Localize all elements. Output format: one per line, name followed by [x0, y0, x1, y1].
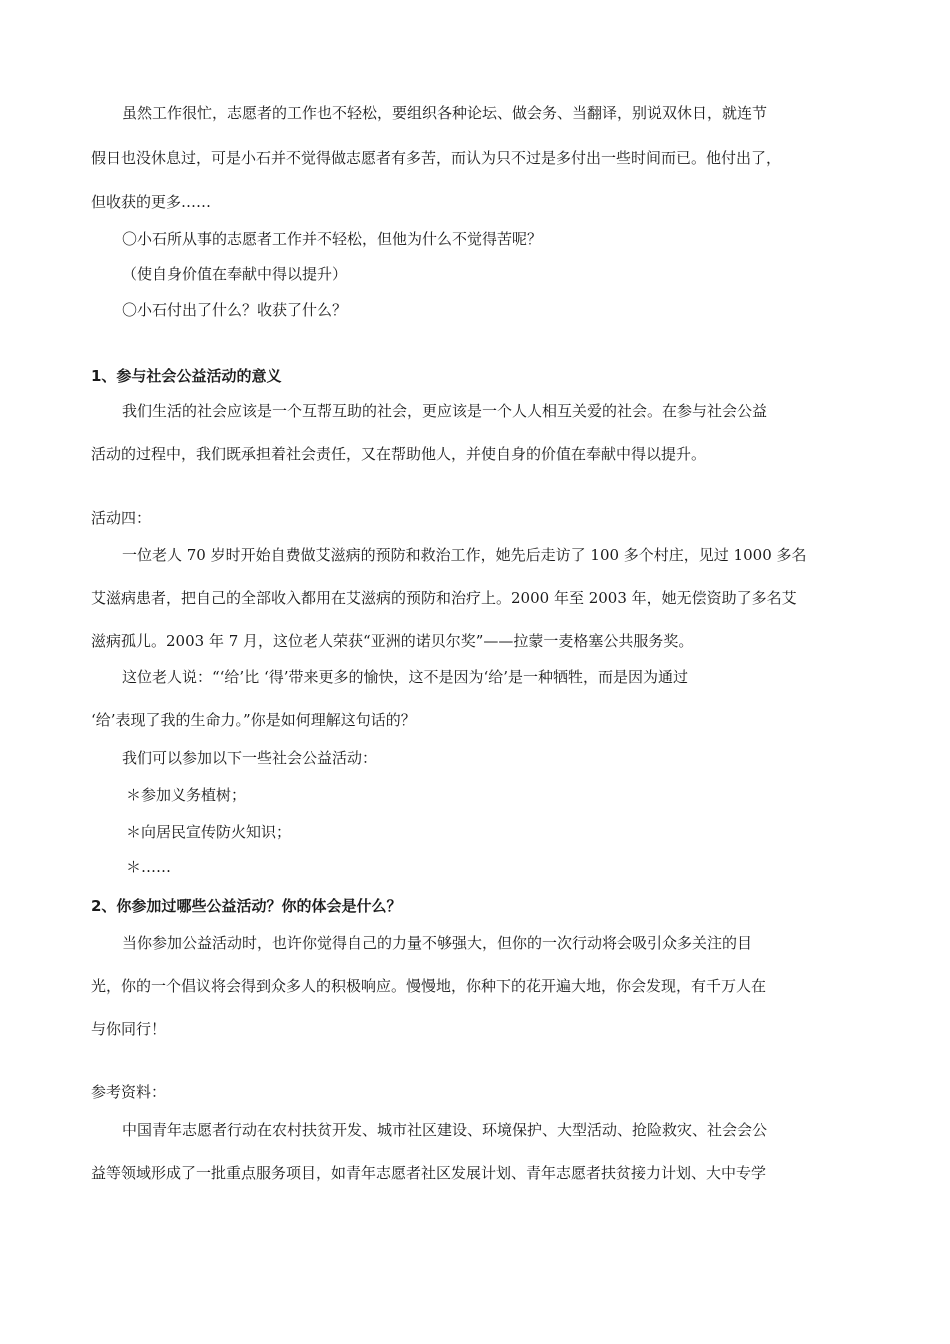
list-intro: 我们可以参加以下一些社会公益活动：: [122, 749, 378, 767]
reference-line-2: 益等领域形成了一批重点服务项目，如青年志愿者社区发展计划、青年志愿者扶贫接力计划、大中专学: [91, 1164, 767, 1182]
section1-heading: 1、参与社会公益活动的意义: [91, 367, 282, 385]
reference-line-1: 中国青年志愿者行动在农村扶贫开发、城市社区建设、环境保护、大型活动、抢险救灾、社会会公: [122, 1121, 768, 1139]
quote-line-1: 这位老人说：“‘给’比 ‘得’带来更多的愉快，这不是因为‘给’是一种牺牲，而是因为通过: [122, 668, 689, 686]
section2-line-3: 与你同行！: [91, 1020, 167, 1038]
activity4-line-1: 一位老人 70 岁时开始自费做艾滋病的预防和救治工作，她先后走访了 100 多个村庄，见过 1000 多名: [122, 546, 807, 564]
question-2: 〇小石付出了什么？收获了什么？: [122, 301, 348, 319]
activity4-label: 活动四：: [91, 509, 152, 527]
section2-line-2: 光，你的一个倡议将会得到众多人的积极响应。慢慢地，你种下的花开遍大地，你会发现，有千万人在: [91, 977, 767, 995]
quote-line-2: ‘给’表现了我的生命力。”你是如何理解这句话的？: [91, 711, 416, 729]
answer-1: （使自身价值在奉献中得以提升）: [122, 265, 348, 283]
section2-line-1: 当你参加公益活动时，也许你觉得自己的力量不够强大，但你的一次行动将会吸引众多关注的目: [122, 934, 753, 952]
list-item: ＊向居民宣传防火知识；: [126, 823, 292, 841]
reference-label: 参考资料：: [91, 1083, 167, 1101]
story-line-3: 但收获的更多……: [91, 193, 212, 211]
story-line-1: 虽然工作很忙，志愿者的工作也不轻松，要组织各种论坛、做会务、当翻译，别说双休日，就连节: [122, 104, 768, 122]
story-line-2: 假日也没休息过，可是小石并不觉得做志愿者有多苦，而认为只不过是多付出一些时间而已。他付出了，: [91, 149, 782, 167]
section1-line-1: 我们生活的社会应该是一个互帮互助的社会，更应该是一个人人相互关爱的社会。在参与社会公益: [122, 402, 768, 420]
list-item: ＊参加义务植树；: [126, 786, 247, 804]
question-1: 〇小石所从事的志愿者工作并不轻松，但他为什么不觉得苦呢？: [122, 230, 543, 248]
activity4-line-3: 滋病孤儿。2003 年 7 月，这位老人荣获“亚洲的诺贝尔奖”——拉蒙一麦格塞公共服务奖。: [91, 632, 694, 650]
section1-line-2: 活动的过程中，我们既承担着社会责任，又在帮助他人，并使自身的价值在奉献中得以提升。: [91, 445, 707, 463]
list-item: ＊……: [126, 858, 172, 876]
activity4-line-2: 艾滋病患者，把自己的全部收入都用在艾滋病的预防和治疗上。2000 年至 2003 年，她无偿资助了多名艾: [91, 589, 797, 607]
section2-heading: 2、你参加过哪些公益活动？你的体会是什么？: [91, 897, 402, 915]
